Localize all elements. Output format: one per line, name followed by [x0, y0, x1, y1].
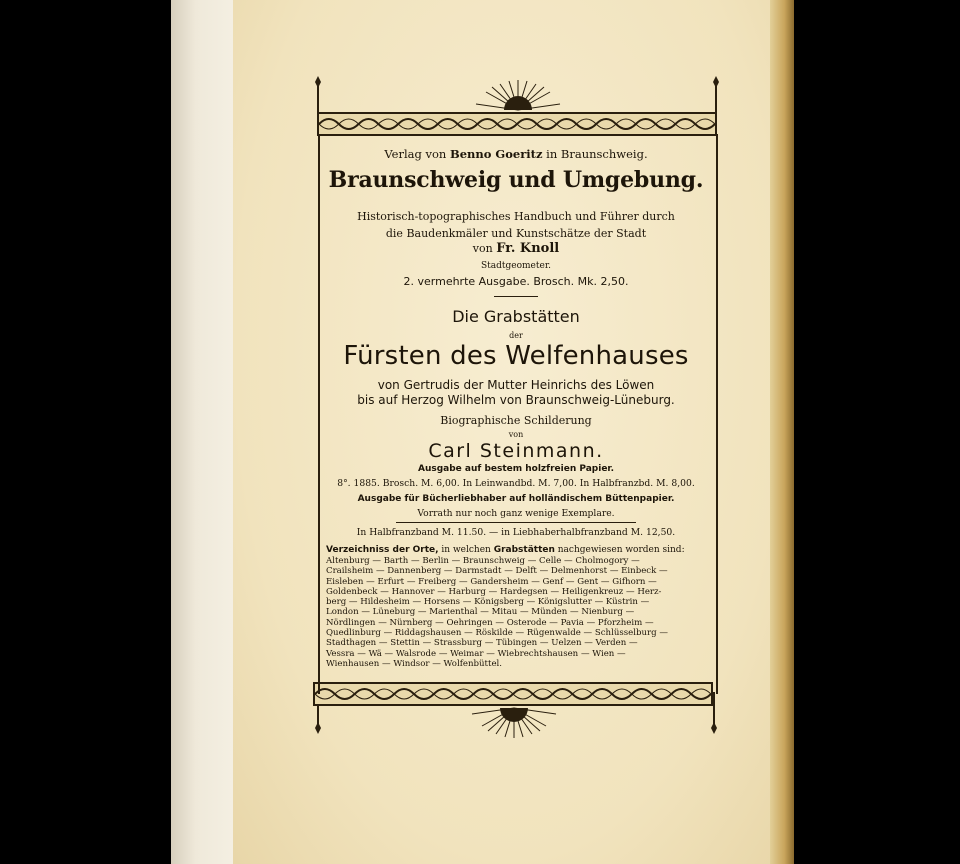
- places-intro-end: nachgewiesen worden sind:: [554, 545, 685, 555]
- places-line: Crailsheim — Dannenberg — Darmstadt — Delft — Delmenhorst — Einbeck —: [326, 566, 668, 577]
- section-divider: [494, 296, 538, 297]
- book2-author: Carl Steinmann.: [428, 440, 604, 462]
- places-list: [326, 556, 708, 669]
- book2-subtitle: [320, 378, 712, 408]
- book2-luxury-prices: In Halbfranzband M. 11.50. — in Liebhaberhalbfranzband M. 12,50.: [356, 527, 676, 538]
- book2-subtitle-line1: von Gertrudis der Mutter Heinrichs des Löwen: [377, 378, 655, 392]
- right-post-bottom: [713, 692, 715, 724]
- places-line: berg — Hildesheim — Horsens — Königsberg — Königslutter — Küstrin —: [326, 597, 650, 608]
- page-gutter-edge: [770, 0, 794, 864]
- book2-edition-luxury: Ausgabe für Bücherliebhaber auf holländischem Büttenpapier.: [357, 494, 675, 504]
- stock-underline: [396, 522, 636, 523]
- top-ornamental-banner: [317, 112, 717, 136]
- book1-desc-line2: die Baudenkmäler und Kunstschätze der Stadt: [385, 227, 647, 240]
- book1-edition: 2. vermehrte Ausgabe. Brosch. Mk. 2,50.: [403, 275, 629, 288]
- places-line: Wienhausen — Windsor — Wolfenbüttel.: [326, 658, 503, 669]
- book1-author: Fr. Knoll: [496, 241, 560, 256]
- book2-author-prefix: von: [508, 430, 524, 439]
- book2-prices: 8°. 1885. Brosch. M. 6,00. In Leinwandbd. M. 7,00. In Halbfranzbd. M. 8,00.: [337, 478, 695, 489]
- publisher-prefix: Verlag von: [384, 147, 447, 161]
- book1-title: Braunschweig und Umgebung.: [328, 167, 704, 193]
- book1-author-line: [320, 242, 712, 257]
- book1-description: [320, 208, 712, 242]
- places-line: Stadthagen — Stettin — Strassburg — Tübingen — Uelzen — Verden —: [326, 638, 638, 649]
- facing-page-edge: [171, 0, 233, 864]
- book2-stock-note: Vorrath nur noch ganz wenige Exemplare.: [417, 508, 615, 519]
- places-line: Vessra — Wä — Walsrode — Weimar — Wiebrechtshausen — Wien —: [326, 648, 626, 659]
- book2-title-main: Fürsten des Welfenhauses: [343, 341, 689, 371]
- book2-title-line1: Die Grabstätten: [452, 307, 580, 326]
- places-intro-keyword: Grabstätten: [493, 545, 555, 555]
- places-line: Eisleben — Erfurt — Freiberg — Gandersheim — Genf — Gent — Gifhorn —: [326, 576, 657, 587]
- places-line: Quedlinburg — Riddagshausen — Röskilde — Rügenwalde — Schlüsselburg —: [326, 628, 668, 639]
- places-line: Altenburg — Barth — Berlin — Braunschweig — Celle — Cholmogory —: [326, 556, 640, 566]
- top-sunburst-ornament: [470, 76, 566, 112]
- book1-desc-line1: Historisch-topographisches Handbuch und Führer durch: [357, 210, 675, 223]
- places-intro-heading: Verzeichniss der Orte,: [326, 545, 439, 555]
- places-line: Goldenbeck — Hannover — Harburg — Hardegsen — Heiligenkreuz — Herz-: [326, 586, 662, 597]
- publisher-name: Benno Goeritz: [449, 147, 543, 161]
- book2-bio-label: Biographische Schilderung: [440, 414, 592, 427]
- publisher-line: [320, 148, 712, 161]
- book2-edition-paper: Ausgabe auf bestem holzfreien Papier.: [417, 464, 614, 474]
- places-line: London — Lüneburg — Marienthal — Mitau — Münden — Nienburg —: [326, 607, 635, 618]
- places-intro-mid: in welchen: [438, 545, 494, 555]
- book2-subtitle-line2: bis auf Herzog Wilhelm von Braunschweig-Lüneburg.: [357, 393, 675, 407]
- book1-author-prefix: von: [472, 242, 493, 255]
- publisher-suffix: in Braunschweig.: [546, 147, 648, 161]
- bottom-sunburst-ornament: [466, 706, 562, 740]
- places-intro: [326, 545, 712, 555]
- places-line: Nördlingen — Nürnberg — Oehringen — Osterode — Pavia — Pforzheim —: [326, 617, 654, 628]
- book1-author-role: Stadtgeometer.: [480, 261, 551, 271]
- book2-title-der: der: [509, 331, 523, 340]
